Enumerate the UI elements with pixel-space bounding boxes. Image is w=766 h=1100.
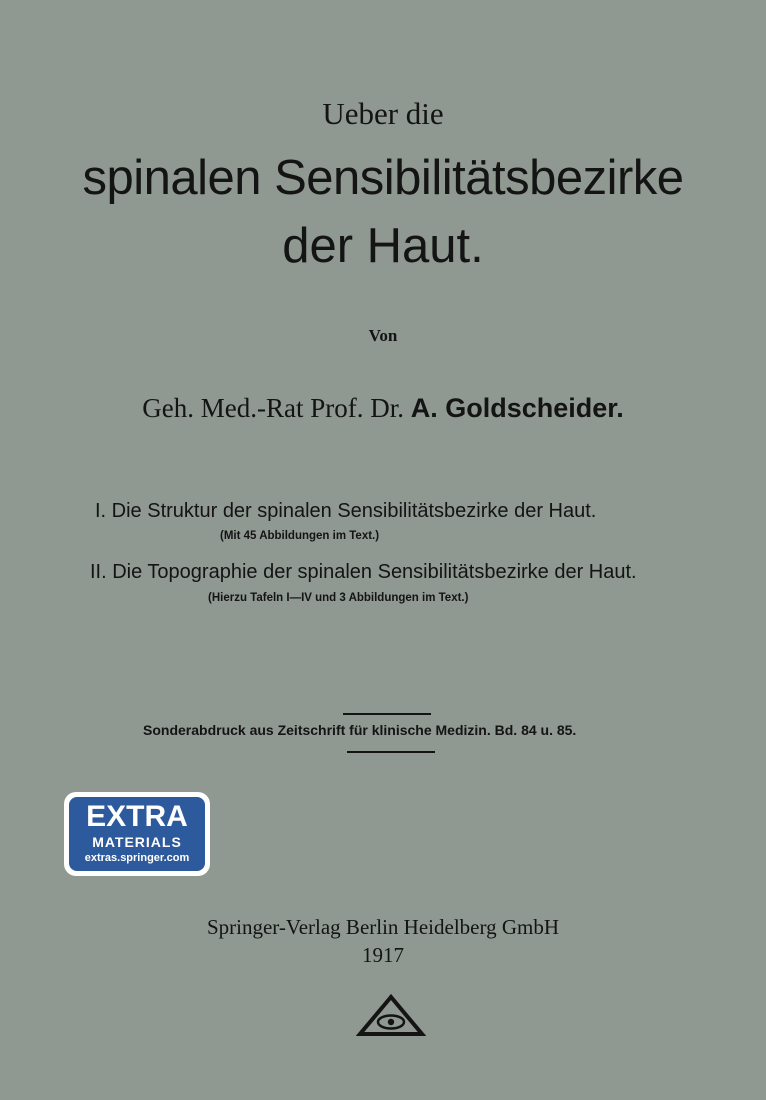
author xyxy=(0,393,766,424)
title-line-2: spinalen Sensibilitätsbezirke xyxy=(82,151,684,205)
publication-year: 1917 xyxy=(362,943,404,967)
extra-materials-badge[interactable] xyxy=(64,792,210,876)
author-name: A. Goldscheider. xyxy=(410,393,624,423)
triangle-eye-logo-icon xyxy=(356,994,426,1038)
author-prefix: Geh. Med.-Rat Prof. Dr. xyxy=(142,393,404,423)
part-1-note: (Mit 45 Abbildungen im Text.) xyxy=(220,530,380,542)
badge-materials-text: MATERIALS xyxy=(92,834,182,850)
divider-top xyxy=(343,713,431,715)
part-2-note: (Hierzu Tafeln I—IV und 3 Abbildungen im Text.) xyxy=(208,592,469,604)
part-1-title: I. Die Struktur der spinalen Sensibilitätsbezirke der Haut. xyxy=(95,500,597,522)
divider-bottom xyxy=(347,751,435,753)
badge-panel xyxy=(69,797,205,871)
title-line-1: Ueber die xyxy=(322,96,444,131)
badge-url[interactable]: extras.springer.com xyxy=(84,852,190,864)
offprint-note: Sonderabdruck aus Zeitschrift für klinische Medizin. Bd. 84 u. 85. xyxy=(143,722,577,738)
publisher: Springer-Verlag Berlin Heidelberg GmbH xyxy=(206,915,560,939)
badge-extra-text: EXTRA xyxy=(86,800,188,833)
by-label: Von xyxy=(368,326,398,345)
part-2-title: II. Die Topographie der spinalen Sensibilitätsbezirke der Haut. xyxy=(90,561,637,583)
title-line-3: der Haut. xyxy=(282,219,484,273)
